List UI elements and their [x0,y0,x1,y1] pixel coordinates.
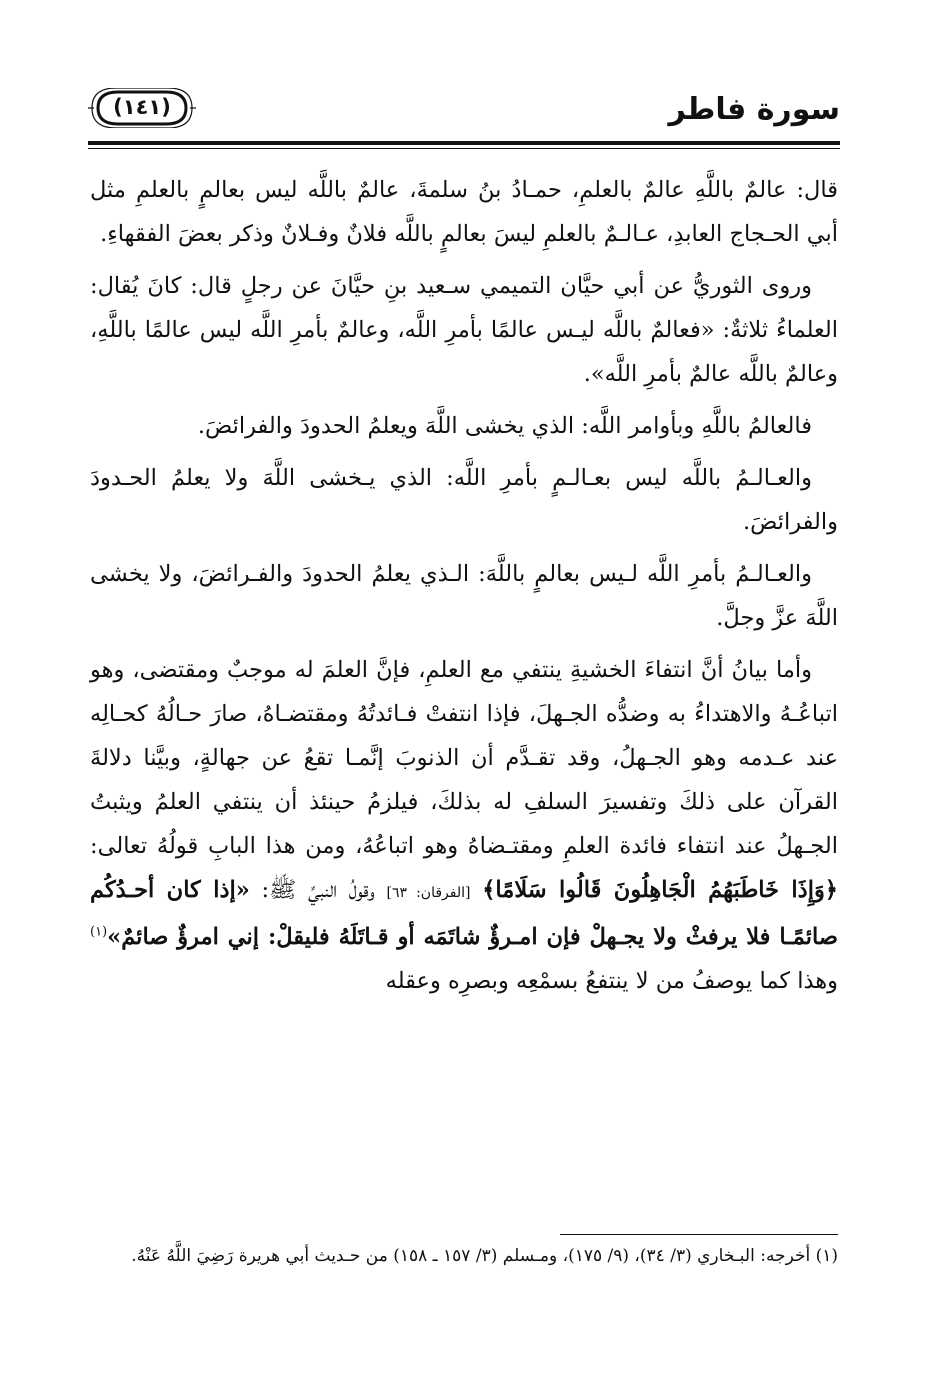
main-text [90,168,838,1011]
paragraph-2: وروى الثوريُّ عن أبي حيَّان التميمي سـعيد بنِ حيَّانَ عن رجلٍ قال: كانَ يُقال: العلماءُ ثلاثةٌ: «فعالمٌ باللَّه ليـس عالمًا بأمرِ اللَّه، وعالمٌ بأمرِ اللَّه ليس عالمًا باللَّهِ، وعالمٌ باللَّه عالمٌ بأمرِ اللَّه». [90,273,838,387]
paragraph-6 [90,648,838,1003]
paragraph-5: والعـالـمُ بأمرِ اللَّه لـيس بعالمٍ باللَّهَ: الـذي يعلمُ الحدودَ والفـرائضَ، ولا يخشى اللَّهَ عزَّ وجلَّ. [90,561,838,631]
paragraph-6-intro: وأما بيانُ أنَّ انتفاءَ الخشيةِ ينتفي مع العلمِ، فإنَّ العلمَ له موجبٌ ومقتضى، وهو اتباعُـهُ والاهتداءُ به وضدُّه الجـهلَ، فإذا انتفتْ فـائدتُهُ ومقتضـاهُ، صارَ حـالُهُ كحـالِه عند عـدمه وهو الجـهلُ، وقد تقـدَّم أن الذنوبَ إنَّمـا تقعُ عن جهالةٍ، وبيَّنا دلالةَ القرآن على ذلكَ وتفسيرَ السلفِ له بذلكَ، فيلزمُ حينئذ أن ينتفي العلمُ ويثبتُ الجـهلُ عند انتفاء فائدة العلمِ ومقتـضاهُ وهو اتباعُهُ، ومن هذا البابِ قولُهُ تعالى: [90,657,838,859]
page-number-badge [88,88,196,128]
page-number: (١٤١) [113,95,171,119]
footnote: (١) أخرجه: البـخاري (٣/ ٣٤)، (٩/ ١٧٥)، ومـسلم (٣/ ١٥٧ ـ ١٥٨) من حـديث أبي هريرة رَضِيَ اللَّهُ عَنْهُ. [131,1246,838,1266]
header-rule-thick [88,141,840,145]
paragraph-4: والعـالـمُ باللَّه ليس بعـالـمٍ بأمرِ اللَّه: الذي يـخشى اللَّهَ ولا يعلمُ الحـدودَ والفرائضَ. [90,465,838,535]
quran-reference: [الفرقان: ٦٣] [386,885,471,901]
page-header [88,86,840,146]
paragraph-1: قال: عالمٌ باللَّهِ عالمٌ بالعلمِ، حمـادُ بنُ سلمةَ، عالمٌ باللَّه ليس بعالمٍ بالعلمِ مثل أبي الحـجاج العابدِ، عـالـمٌ بالعلمِ ليسَ بعالمٍ باللَّه فلانٌ وفـلانٌ وذكر بعضَ الفقهاءِ. [90,177,838,247]
quran-verse: ﴿وَإِذَا خَاطَبَهُمُ الْجَاهِلُونَ قَالُوا سَلَامًا﴾ [482,877,838,903]
paragraph-6-end: وهذا كما يوصفُ من لا ينتفعُ بسمْعِه وبصرِه وعقله [385,968,838,994]
hadith-text: «إذا كان أحـدُكُم صائمًـا فلا يرفثْ ولا يجـهلْ فإن امـرؤٌ شاتَمَه أو قـاتَلَهُ فليقلْ: إني امرؤٌ صائمٌ» [90,877,838,950]
hadith-intro: وقولُ النبيِّ ﷺ: [249,877,387,903]
surah-title: سورة فاطر [668,92,840,127]
footnote-separator [560,1234,838,1235]
footnote-marker: (١) [90,924,108,940]
header-rule-thin [88,148,840,149]
paragraph-3: فالعالمُ باللَّهِ وبأوامر اللَّه: الذي يخشى اللَّهَ ويعلمُ الحدودَ والفرائضَ. [197,413,812,439]
